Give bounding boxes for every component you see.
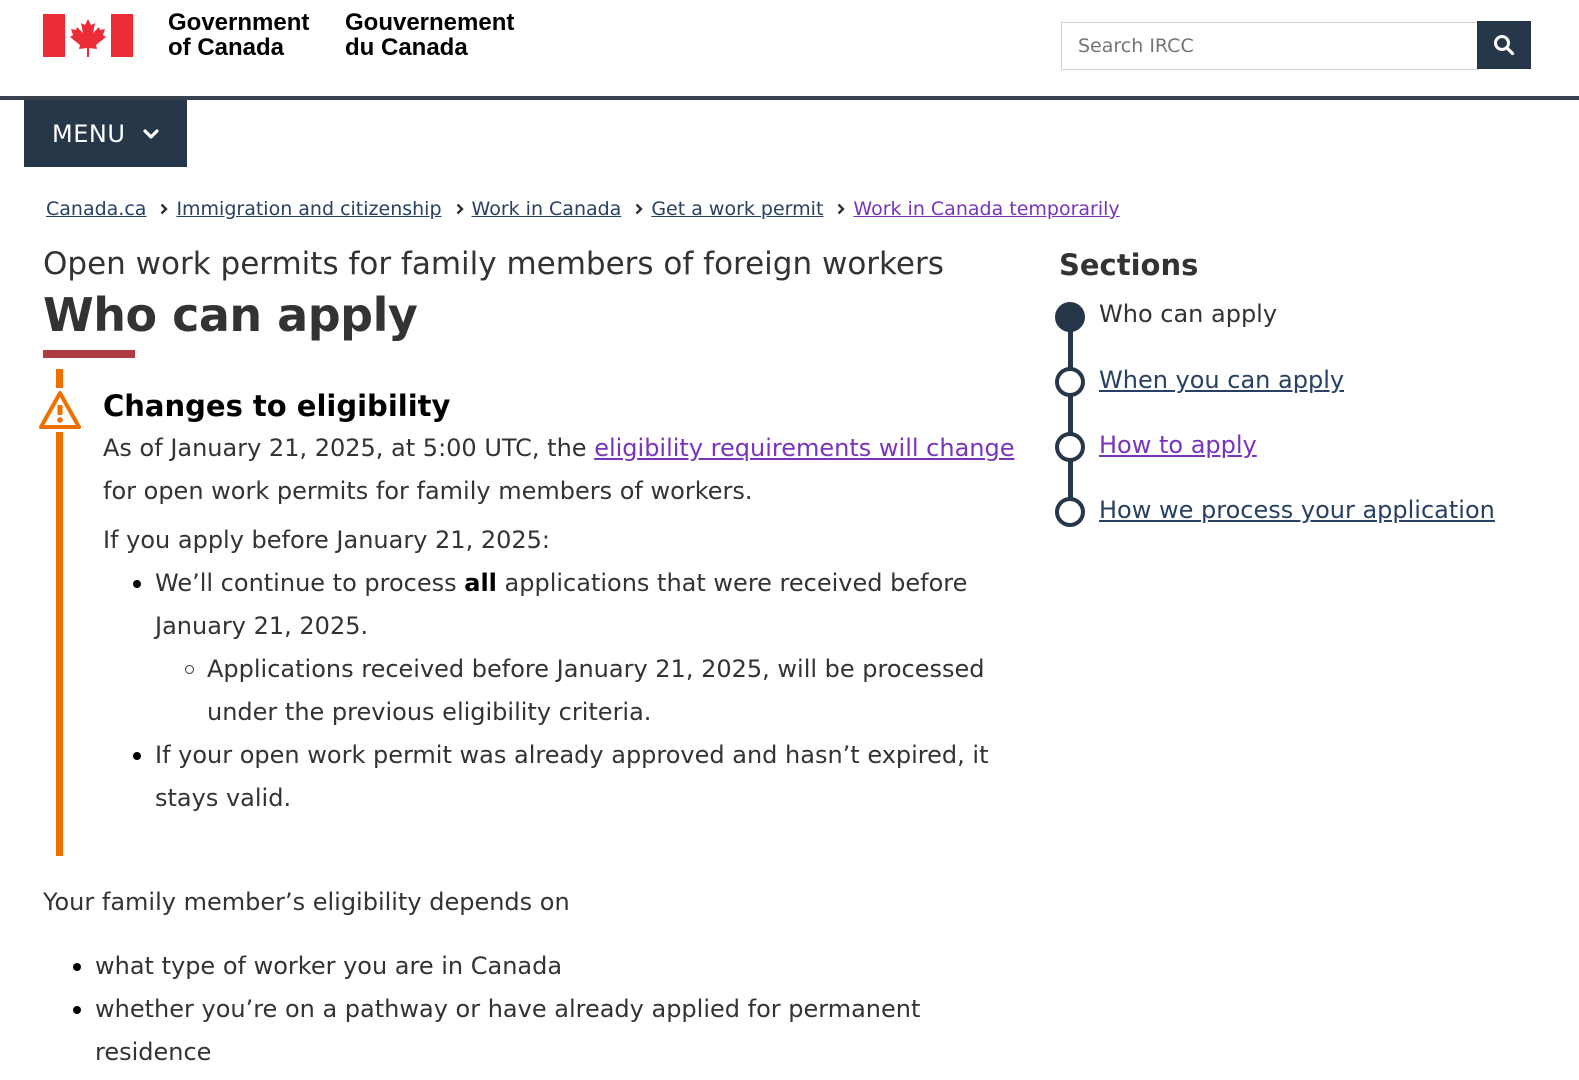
breadcrumb-link-canada-ca[interactable]: Canada.ca <box>46 198 147 220</box>
signature-fr-line1: Gouvernement <box>345 9 515 36</box>
alert-paragraph: If you apply before January 21, 2025: <box>103 526 550 554</box>
stepper-line <box>1068 318 1073 514</box>
site-header <box>0 0 1579 100</box>
chevron-right-icon <box>635 203 643 215</box>
signature-en-line1: Government <box>168 9 310 36</box>
alert-text: for open work permits for family members of workers. <box>103 477 753 505</box>
step-dot <box>1055 432 1085 462</box>
breadcrumb-link-work-temporarily[interactable]: Work in Canada temporarily <box>853 198 1120 220</box>
eligibility-intro: Your family member’s eligibility depends on <box>43 888 570 916</box>
sections-title: Sections <box>1059 248 1199 282</box>
government-signature-fr[interactable] <box>345 10 514 60</box>
section-link-when-you-can-apply[interactable]: When you can apply <box>1099 366 1345 394</box>
eligibility-list <box>95 945 995 1074</box>
search-icon <box>1493 34 1515 56</box>
title-underline <box>43 350 135 358</box>
alert-border <box>56 369 63 388</box>
eligibility-alert <box>103 387 1023 820</box>
section-current-who-can-apply: Who can apply <box>1099 300 1278 328</box>
step-dot <box>1055 367 1085 397</box>
alert-heading: Changes to eligibility <box>103 389 451 423</box>
list-emphasis: all <box>464 569 497 597</box>
alert-border <box>56 432 63 856</box>
menu-label: MENU <box>52 119 126 148</box>
alert-text: As of January 21, 2025, at 5:00 UTC, the <box>103 434 595 462</box>
search-button[interactable] <box>1477 21 1531 69</box>
eligibility-change-link[interactable]: eligibility requirements will change <box>594 434 1015 462</box>
list-text: applications that were received before January 21, 2025. <box>155 569 968 640</box>
search-input[interactable] <box>1061 22 1479 70</box>
chevron-right-icon <box>456 203 464 215</box>
step-dot-current <box>1055 302 1085 332</box>
chevron-right-icon <box>837 203 845 215</box>
alert-list <box>155 562 1023 820</box>
menu-button[interactable] <box>24 100 187 167</box>
list-item: If your open work permit was already approved and hasn’t expired, it stays valid. <box>155 734 1023 820</box>
list-item: whether you’re on a pathway or have already applied for permanent residence <box>95 988 995 1074</box>
list-item: what type of worker you are in Canada <box>95 945 995 988</box>
list-item <box>155 562 1023 734</box>
section-link-how-we-process[interactable]: How we process your application <box>1099 496 1495 524</box>
page-title: Who can apply <box>43 288 418 342</box>
signature-en-line2: of Canada <box>168 34 285 61</box>
section-link-how-to-apply[interactable]: How to apply <box>1099 431 1257 459</box>
alert-sublist <box>207 648 1023 734</box>
page-pre-title: Open work permits for family members of foreign workers <box>43 246 944 282</box>
list-text: We’ll continue to process <box>155 569 465 597</box>
alert-paragraph <box>103 427 1023 513</box>
section-item-how <box>1099 431 1257 459</box>
chevron-right-icon <box>160 203 168 215</box>
step-dot <box>1055 497 1085 527</box>
warning-icon <box>38 390 82 430</box>
list-item: Applications received before January 21, 2025, will be processed under the previous eligibility criteria. <box>207 648 1023 734</box>
section-item-process <box>1099 496 1495 524</box>
section-item-when <box>1099 366 1344 394</box>
signature-fr-line2: du Canada <box>345 34 468 61</box>
canada-flag-icon[interactable] <box>43 14 133 57</box>
breadcrumb-link-work-in-canada[interactable]: Work in Canada <box>471 198 622 220</box>
chevron-down-icon <box>143 128 159 140</box>
breadcrumb-link-immigration[interactable]: Immigration and citizenship <box>176 198 442 220</box>
breadcrumb <box>46 198 1120 220</box>
breadcrumb-link-get-work-permit[interactable]: Get a work permit <box>651 198 824 220</box>
government-signature-en[interactable] <box>168 10 309 60</box>
